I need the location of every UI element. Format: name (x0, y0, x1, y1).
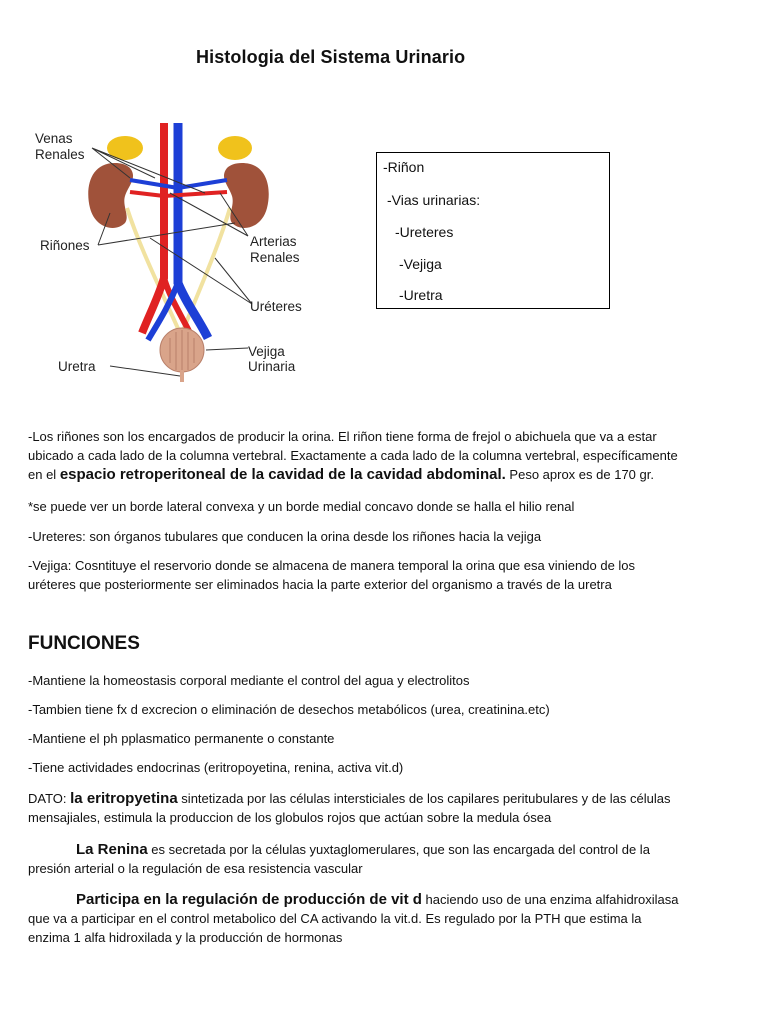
label-urinaria: Urinaria (248, 359, 296, 374)
bold-text: La Renina (76, 841, 148, 858)
right-adrenal-gland (218, 136, 252, 160)
bold-text: la eritropyetina (70, 790, 178, 807)
paragraph-ureteres: -Ureteres: son órganos tubulares que conducen la orina desde los riñones hacia la vejiga (28, 529, 542, 544)
text-line: que va a participar en el control metabolico del CA activando la vit.d. Es regulado por la PTH que estima la (28, 911, 642, 926)
label-arterias-renales: Renales (250, 250, 300, 265)
renal-vein-left (130, 180, 178, 188)
box-item-vias: -Vias urinarias: (387, 192, 481, 208)
text-line (28, 840, 740, 859)
funcion-2: -Tambien tiene fx d excrecion o eliminación de desechos metabólicos (urea, creatinina.etc) (28, 702, 550, 717)
leader-vejiga (206, 348, 248, 350)
box-item-ureteres: -Ureteres (395, 224, 454, 240)
urinary-system-illustration (30, 118, 330, 388)
urinary-system-diagram (30, 118, 330, 388)
label-rinones: Riñones (40, 238, 90, 253)
funcion-1: -Mantiene la homeostasis corporal mediante el control del agua y electrolitos (28, 673, 470, 688)
text-span: sintetizada por las células intersticiales de los capilares peritubulares y de las células (177, 791, 671, 806)
components-box (376, 152, 610, 309)
left-kidney (88, 163, 133, 228)
label-venas: Venas (35, 131, 73, 146)
text-line: ubicado a cada lado de la columna vertebral. Exactamente a cada lado de la columna vertebral, específicamente (28, 448, 678, 463)
text-line (28, 789, 740, 808)
renal-vein-right (178, 180, 227, 188)
text-span: haciendo uso de una enzima alfahidroxilasa (421, 892, 679, 907)
urethra (180, 370, 184, 382)
bold-text: espacio retroperitoneal de la cavidad de la cavidad abdominal. (59, 466, 506, 483)
text-line (28, 465, 740, 484)
text-span: en el (28, 467, 60, 482)
label-vejiga: Vejiga (248, 344, 285, 359)
renal-artery-left (130, 192, 164, 196)
paragraph-borde: *se puede ver un borde lateral convexa y un borde medial concavo donde se halla el hilio renal (28, 499, 575, 514)
text-span: es secretada por la células yuxtaglomerulares, que son las encargada del control de la (147, 842, 650, 857)
aorta (142, 123, 164, 333)
section-heading-funciones: FUNCIONES (28, 633, 140, 654)
paragraph-renina (28, 840, 740, 878)
box-item-rinon: -Riñon (383, 159, 425, 175)
page-title: Histologia del Sistema Urinario (196, 47, 466, 67)
funcion-4: -Tiene actividades endocrinas (eritropoyetina, renina, activa vit.d) (28, 760, 404, 775)
text-line: -Vejiga: Cosntituye el reservorio donde se almacena de manera temporal la orina que esa viniendo de los (28, 558, 636, 573)
text-line: enzima 1 alfa hidroxilada y la producción de hormonas (28, 930, 343, 945)
box-item-vejiga: -Vejiga (399, 256, 442, 272)
vena-cava (178, 123, 208, 338)
paragraph-vitd (28, 890, 740, 947)
text-span: Peso aprox es de 170 gr. (505, 467, 654, 482)
right-kidney (224, 163, 269, 228)
text-span: DATO: (28, 791, 71, 806)
text-line (28, 890, 740, 909)
paragraph-vejiga (28, 556, 740, 594)
bold-text: Participa en la regulación de producción de vit d (76, 891, 422, 908)
right-ureter (182, 208, 230, 333)
box-item-uretra: -Uretra (399, 287, 443, 303)
funcion-3: -Mantiene el ph pplasmatico permanente o constante (28, 731, 335, 746)
label-ureteres: Uréteres (250, 299, 302, 314)
label-uretra: Uretra (58, 359, 96, 374)
text-line: -Los riñones son los encargados de producir la orina. El riñon tiene forma de frejol o abichuela que va a estar (28, 429, 657, 444)
text-line: presión arterial o la regulación de esa resistencia vascular (28, 861, 363, 876)
label-arterias: Arterias (250, 234, 297, 249)
text-line: uréteres que posteriormente ser eliminados hacia la parte exterior del organismo a través de la uretra (28, 577, 612, 592)
text-line: mensajiales, estimula la produccion de los globulos rojos que actúan sobre la medula ósea (28, 810, 552, 825)
label-renales: Renales (35, 147, 85, 162)
paragraph-dato (28, 789, 740, 827)
paragraph-rinones (28, 427, 740, 484)
